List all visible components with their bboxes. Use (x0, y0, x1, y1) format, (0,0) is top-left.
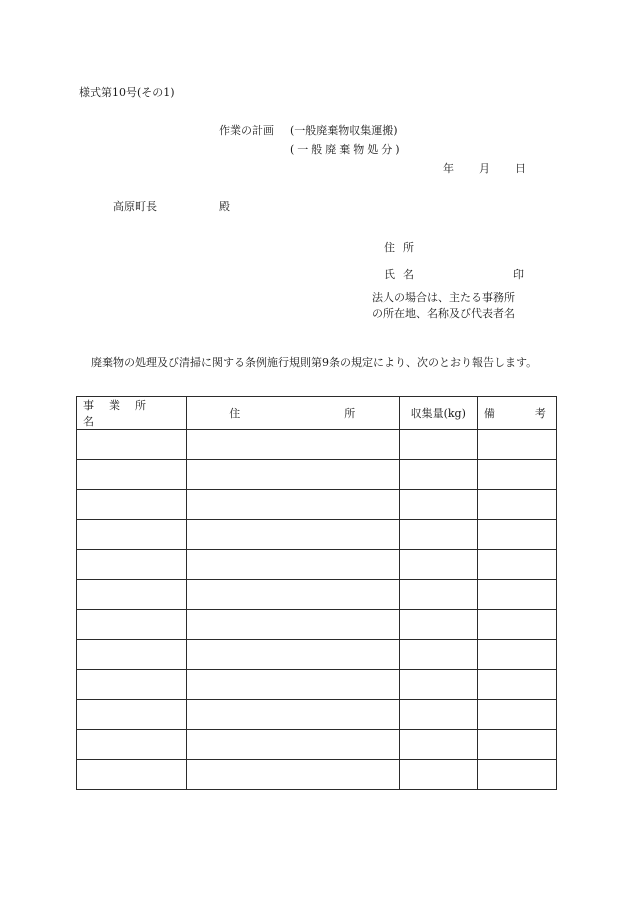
cell-collected-amount[interactable] (399, 760, 477, 790)
cell-remarks[interactable] (477, 550, 556, 580)
cell-collected-amount[interactable] (399, 550, 477, 580)
cell-address[interactable] (187, 520, 399, 550)
cell-address[interactable] (187, 730, 399, 760)
corporation-note-line1: 法人の場合は、主たる事務所 (372, 291, 515, 304)
date-year-label: 年 (443, 162, 454, 175)
cell-office-name[interactable] (77, 460, 187, 490)
cell-address[interactable] (187, 610, 399, 640)
header-office-name: 事業所名 (77, 397, 187, 430)
cell-remarks[interactable] (477, 610, 556, 640)
cell-address[interactable] (187, 460, 399, 490)
cell-collected-amount[interactable] (399, 640, 477, 670)
table-row (77, 550, 557, 580)
cell-collected-amount[interactable] (399, 460, 477, 490)
cell-office-name[interactable] (77, 760, 187, 790)
cell-collected-amount[interactable] (399, 490, 477, 520)
table-row (77, 490, 557, 520)
table-row (77, 730, 557, 760)
cell-remarks[interactable] (477, 670, 556, 700)
cell-address[interactable] (187, 430, 399, 460)
cell-remarks[interactable] (477, 460, 556, 490)
table-row (77, 430, 557, 460)
date-month-label: 月 (479, 162, 490, 175)
report-statement: 廃棄物の処理及び清掃に関する条例施行規則第9条の規定により、次のとおり報告します。 (91, 356, 538, 369)
header-address-char1: 住 (229, 407, 241, 420)
cell-remarks[interactable] (477, 520, 556, 550)
cell-remarks[interactable] (477, 700, 556, 730)
title-kind-collection: (一般廃棄物収集運搬) (290, 124, 398, 137)
table-row (77, 670, 557, 700)
cell-office-name[interactable] (77, 490, 187, 520)
cell-address[interactable] (187, 580, 399, 610)
header-address-char2: 所 (344, 407, 356, 420)
cell-collected-amount[interactable] (399, 430, 477, 460)
table-row (77, 700, 557, 730)
cell-collected-amount[interactable] (399, 610, 477, 640)
addressee-name: 高原町長 (113, 200, 157, 213)
form-title: 作業の計画 (219, 124, 274, 137)
cell-office-name[interactable] (77, 610, 187, 640)
cell-office-name[interactable] (77, 700, 187, 730)
form-number: 様式第10号(その1) (79, 86, 175, 99)
cell-address[interactable] (187, 760, 399, 790)
seal-label: 印 (513, 268, 524, 281)
table-header-row (77, 397, 557, 430)
table-row (77, 640, 557, 670)
header-remarks-char1: 備 (483, 407, 495, 420)
cell-remarks[interactable] (477, 580, 556, 610)
header-remarks-char2: 考 (534, 407, 546, 420)
cell-address[interactable] (187, 640, 399, 670)
table-row (77, 610, 557, 640)
table-row (77, 580, 557, 610)
cell-collected-amount[interactable] (399, 730, 477, 760)
report-table (76, 396, 557, 790)
cell-address[interactable] (187, 550, 399, 580)
cell-office-name[interactable] (77, 520, 187, 550)
cell-remarks[interactable] (477, 640, 556, 670)
cell-collected-amount[interactable] (399, 520, 477, 550)
header-address (187, 397, 399, 430)
cell-office-name[interactable] (77, 550, 187, 580)
cell-address[interactable] (187, 490, 399, 520)
table-row (77, 460, 557, 490)
table-body (77, 430, 557, 790)
cell-office-name[interactable] (77, 640, 187, 670)
cell-remarks[interactable] (477, 760, 556, 790)
applicant-name-label: 氏名 (384, 268, 422, 281)
title-kind-disposal: (一般廃棄物処分) (290, 143, 403, 156)
date-day-label: 日 (515, 162, 526, 175)
cell-office-name[interactable] (77, 730, 187, 760)
header-collected-amount: 収集量(kg) (399, 397, 477, 430)
cell-office-name[interactable] (77, 670, 187, 700)
cell-collected-amount[interactable] (399, 580, 477, 610)
header-remarks (477, 397, 556, 430)
table-row (77, 760, 557, 790)
cell-office-name[interactable] (77, 430, 187, 460)
applicant-address-label: 住所 (384, 241, 422, 254)
cell-address[interactable] (187, 700, 399, 730)
table-row (77, 520, 557, 550)
cell-address[interactable] (187, 670, 399, 700)
cell-collected-amount[interactable] (399, 670, 477, 700)
cell-collected-amount[interactable] (399, 700, 477, 730)
cell-office-name[interactable] (77, 580, 187, 610)
cell-remarks[interactable] (477, 490, 556, 520)
cell-remarks[interactable] (477, 730, 556, 760)
cell-remarks[interactable] (477, 430, 556, 460)
corporation-note-line2: の所在地、名称及び代表者名 (372, 307, 515, 320)
addressee-honorific: 殿 (219, 200, 230, 213)
